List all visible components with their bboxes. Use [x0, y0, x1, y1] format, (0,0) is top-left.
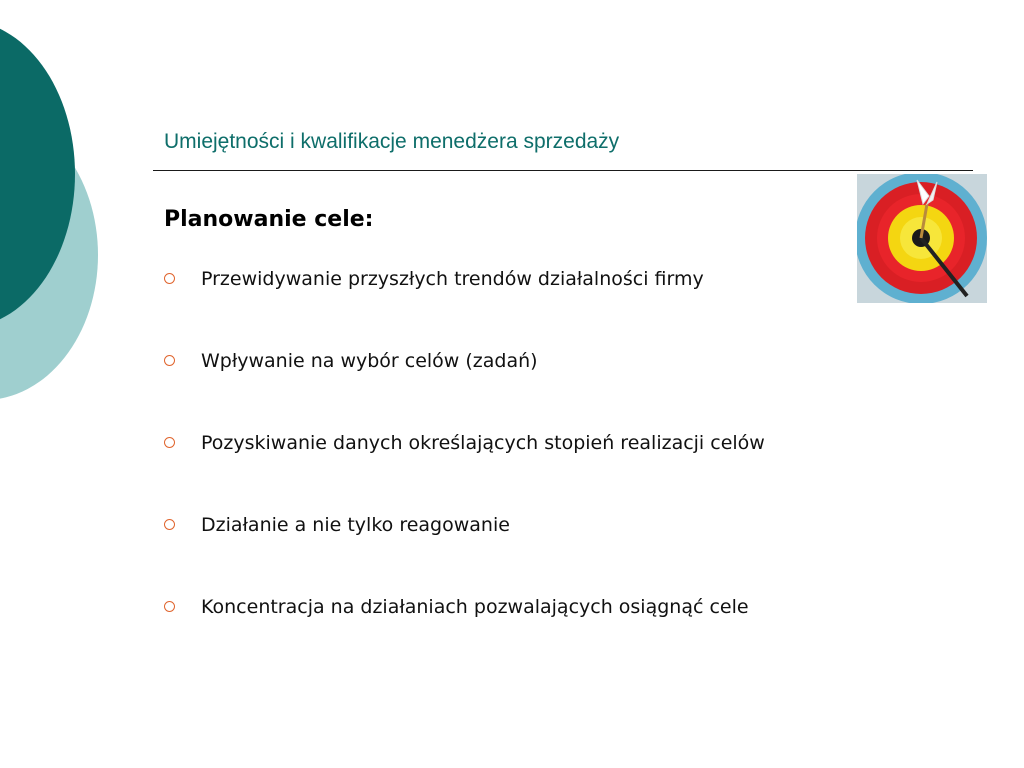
circle-bullet-icon — [164, 355, 175, 366]
list-item — [164, 265, 765, 347]
bullet-text: Działanie a nie tylko reagowanie — [201, 514, 510, 536]
circle-bullet-icon — [164, 601, 175, 612]
list-item — [164, 347, 765, 429]
bullet-list — [164, 265, 765, 675]
list-item — [164, 429, 765, 511]
bullet-text: Wpływanie na wybór celów (zadań) — [201, 350, 538, 372]
slide-title: Umiejętności i kwalifikacje menedżera sprzedaży — [164, 130, 620, 153]
bullet-text: Pozyskiwanie danych określających stopień realizacji celów — [201, 432, 765, 454]
archery-target-icon — [857, 174, 987, 303]
title-divider — [153, 170, 973, 171]
circle-bullet-icon — [164, 273, 175, 284]
list-item — [164, 593, 765, 675]
bullet-text: Koncentracja na działaniach pozwalających osiągnąć cele — [201, 596, 749, 618]
circle-bullet-icon — [164, 437, 175, 448]
section-heading: Planowanie cele: — [164, 207, 374, 232]
bullet-text: Przewidywanie przyszłych trendów działalności firmy — [201, 268, 704, 290]
list-item — [164, 511, 765, 593]
circle-bullet-icon — [164, 519, 175, 530]
